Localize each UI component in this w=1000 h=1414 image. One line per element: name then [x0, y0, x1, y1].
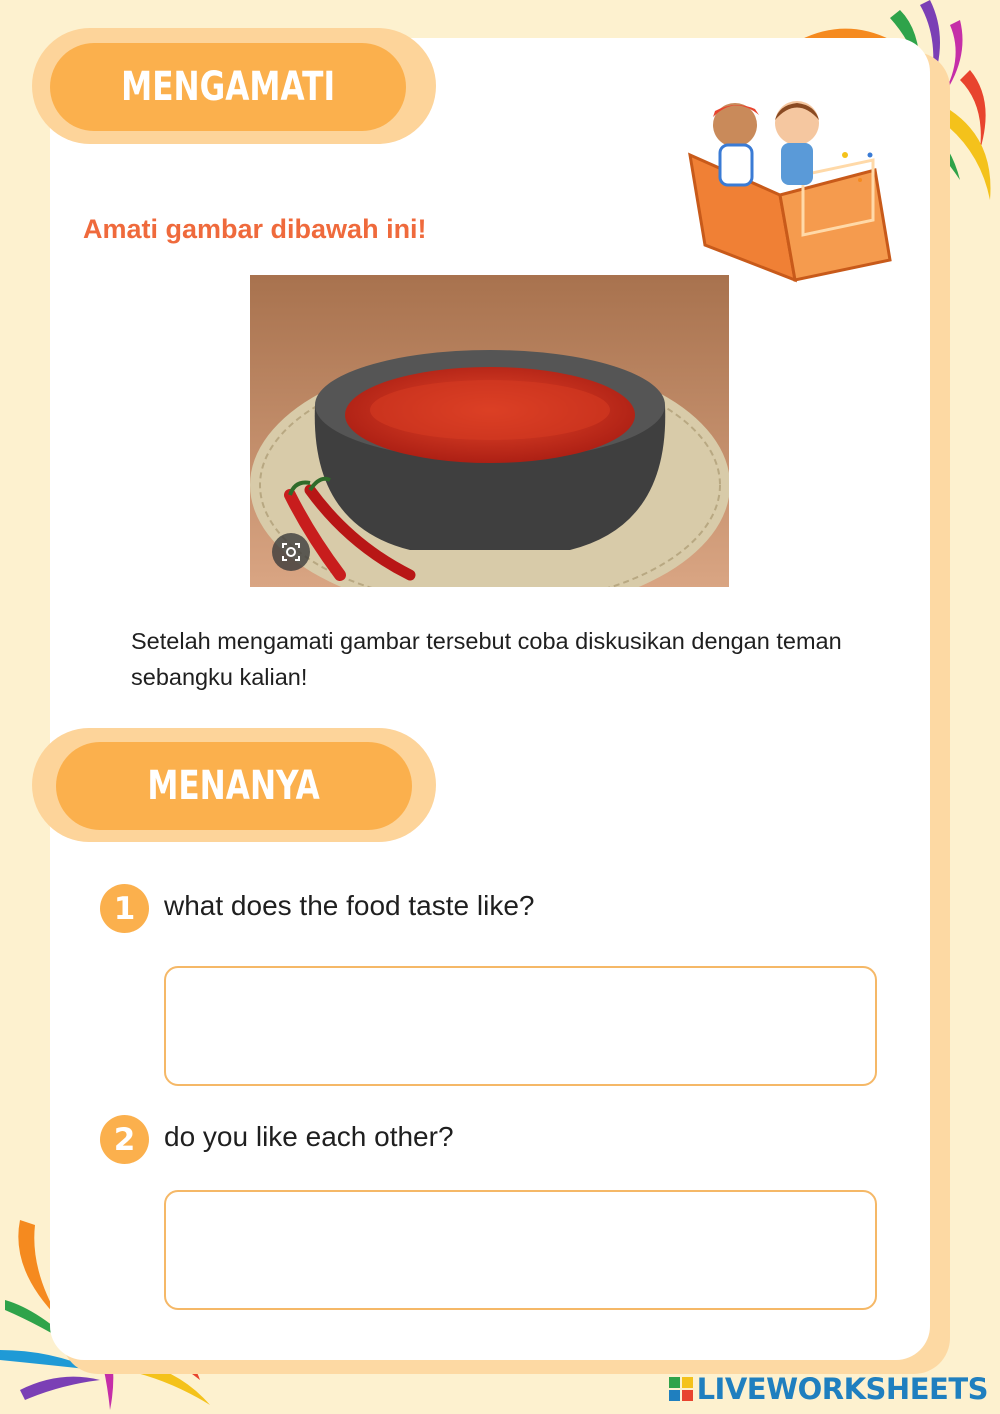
- question-number-1: 1: [100, 884, 149, 933]
- question-text-1: what does the food taste like?: [164, 890, 535, 921]
- sambal-photo: [250, 275, 729, 587]
- footer-brand-text: LIVEWORKSHEETS: [696, 1372, 988, 1406]
- ask-heading: [56, 742, 412, 830]
- discussion-text: Setelah mengamati gambar tersebut coba diskusikan dengan teman sebangku kalian!: [131, 628, 842, 690]
- question-number-2: 2: [100, 1115, 149, 1164]
- liveworksheets-logo: [669, 1377, 693, 1401]
- camera-search-icon[interactable]: [272, 533, 310, 571]
- footer-brand[interactable]: [669, 1372, 988, 1406]
- answer-box-1[interactable]: [164, 966, 877, 1086]
- observe-instruction: Amati gambar dibawah ini!: [83, 214, 427, 244]
- question-text-2: do you like each other?: [164, 1121, 454, 1152]
- observe-heading: [50, 43, 406, 131]
- answer-box-2[interactable]: [164, 1190, 877, 1310]
- ask-heading-text: MENANYA: [147, 763, 321, 809]
- children-reading-book-illustration: [685, 95, 900, 285]
- observe-heading-text: MENGAMATI: [121, 64, 335, 110]
